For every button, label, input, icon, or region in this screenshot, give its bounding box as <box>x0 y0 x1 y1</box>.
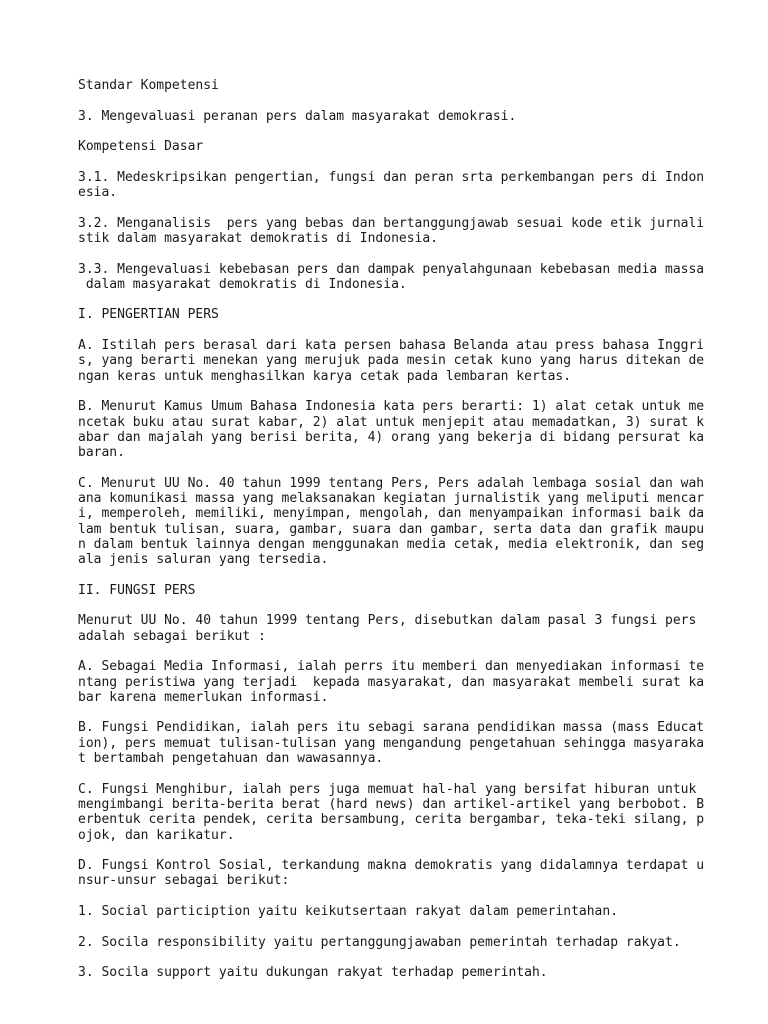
kd-3-1-paragraph <box>78 169 705 201</box>
text-line: Menurut UU No. 40 tahun 1999 tentang Pers, disebutkan dalam pasal 3 fungsi pers <box>78 613 697 629</box>
text-line: adalah sebagai berikut : <box>78 628 266 644</box>
text-line: A. Sebagai Media Informasi, ialah perrs itu memberi dan menyediakan informasi te <box>78 659 705 675</box>
text-line: C. Menurut UU No. 40 tahun 1999 tentang Pers, Pers adalah lembaga sosial dan wah <box>78 475 705 491</box>
kompetensi-dasar-heading <box>78 139 698 154</box>
text-line: abar dan majalah yang berisi berita, 4) orang yang bekerja di bidang persurat ka <box>78 429 705 445</box>
pengertian-c-paragraph <box>78 475 705 568</box>
text-line: t bertambah pengetahuan dan wawasannya. <box>78 751 384 767</box>
text-line: C. Fungsi Menghibur, ialah pers juga memuat hal-hal yang bersifat hiburan untuk <box>78 781 697 797</box>
unsur-3-item <box>78 965 698 980</box>
text-line: I. PENGERTIAN PERS <box>78 307 219 323</box>
text-line: 3.3. Mengevaluasi kebebasan pers dan dampak penyalahgunaan kebebasan media massa <box>78 261 705 277</box>
fungsi-a-paragraph <box>78 659 705 705</box>
text-line: II. FUNGSI PERS <box>78 582 196 598</box>
text-line: B. Fungsi Pendidikan, ialah pers itu sebagi sarana pendidikan massa (mass Educat <box>78 720 705 736</box>
text-line: ngan keras untuk menghasilkan karya cetak pada lembaran kertas. <box>78 368 572 384</box>
text-line: lam bentuk tulisan, suara, gambar, suara dan gambar, serta data dan grafik maupu <box>78 521 705 537</box>
text-line: 3.1. Medeskripsikan pengertian, fungsi dan peran srta perkembangan pers di Indon <box>78 169 705 185</box>
unsur-1-item <box>78 904 698 919</box>
text-line: ntang peristiwa yang terjadi kepada masyarakat, dan masyarakat membeli surat ka <box>78 674 705 690</box>
text-line: 3. Mengevaluasi peranan pers dalam masyarakat demokrasi. <box>78 108 517 124</box>
section-fungsi-heading <box>78 583 698 598</box>
unsur-2-item <box>78 935 698 950</box>
fungsi-b-paragraph <box>78 720 705 767</box>
text-line: Kompetensi Dasar <box>78 139 204 155</box>
text-line: D. Fungsi Kontrol Sosial, terkandung makna demokratis yang didalamnya terdapat u <box>78 858 705 874</box>
text-line: Standar Kompetensi <box>78 78 219 93</box>
text-line: ncetak buku atau surat kabar, 2) alat untuk menjepit atau memadatkan, 3) surat k <box>78 414 705 430</box>
text-line: baran. <box>78 445 125 461</box>
kompetensi-3-paragraph <box>78 109 698 124</box>
text-line: A. Istilah pers berasal dari kata persen bahasa Belanda atau press bahasa Inggri <box>78 338 705 354</box>
text-line: ion), pers memuat tulisan-tulisan yang mengandung pengetahuan sehingga masyaraka <box>78 735 705 751</box>
fungsi-intro-paragraph <box>78 613 698 644</box>
text-line: erbentuk cerita pendek, cerita bersambung, cerita bergambar, teka-teki silang, p <box>78 812 705 828</box>
kd-3-3-paragraph <box>78 261 705 293</box>
text-line: n dalam bentuk lainnya dengan menggunakan media cetak, media elektronik, dan seg <box>78 536 705 552</box>
text-line: 3. Socila support yaitu dukungan rakyat terhadap pemerintah. <box>78 965 548 981</box>
document-body <box>78 78 705 996</box>
text-line: 1. Social particiption yaitu keikutsertaan rakyat dalam pemerintahan. <box>78 904 619 920</box>
text-line: i, memperoleh, memiliki, menyimpan, mengolah, dan menyampaikan informasi baik da <box>78 506 705 522</box>
text-line: dalam masyarakat demokratis di Indonesia. <box>78 276 407 292</box>
text-line: bar karena memerlukan informasi. <box>78 689 329 705</box>
text-line: mengimbangi berita-berita berat (hard news) dan artikel-artikel yang berbobot. B <box>78 796 705 812</box>
kd-3-2-paragraph <box>78 215 705 247</box>
text-line: stik dalam masyarakat demokratis di Indonesia. <box>78 230 439 246</box>
text-line: esia. <box>78 185 118 201</box>
text-line: B. Menurut Kamus Umum Bahasa Indonesia kata pers berarti: 1) alat cetak untuk me <box>78 399 705 415</box>
text-line: ojok, dan karikatur. <box>78 827 235 843</box>
section-pengertian-heading <box>78 307 698 322</box>
pengertian-b-paragraph <box>78 399 705 461</box>
fungsi-d-paragraph <box>78 858 705 889</box>
text-line: ana komunikasi massa yang melaksanakan kegiatan jurnalistik yang meliputi mencar <box>78 491 705 507</box>
fungsi-c-paragraph <box>78 781 705 843</box>
text-line: 2. Socila responsibility yaitu pertanggungjawaban pemerintah terhadap rakyat. <box>78 934 681 950</box>
text-line: nsur-unsur sebagai berikut: <box>78 873 290 889</box>
text-line: 3.2. Menganalisis pers yang bebas dan bertanggungjawab sesuai kode etik jurnali <box>78 215 705 231</box>
text-line: s, yang berarti menekan yang merujuk pada mesin cetak kuno yang harus ditekan de <box>78 353 705 369</box>
pengertian-a-paragraph <box>78 338 705 384</box>
text-line: ala jenis saluran yang tersedia. <box>78 552 329 568</box>
standar-kompetensi-heading <box>78 78 698 93</box>
